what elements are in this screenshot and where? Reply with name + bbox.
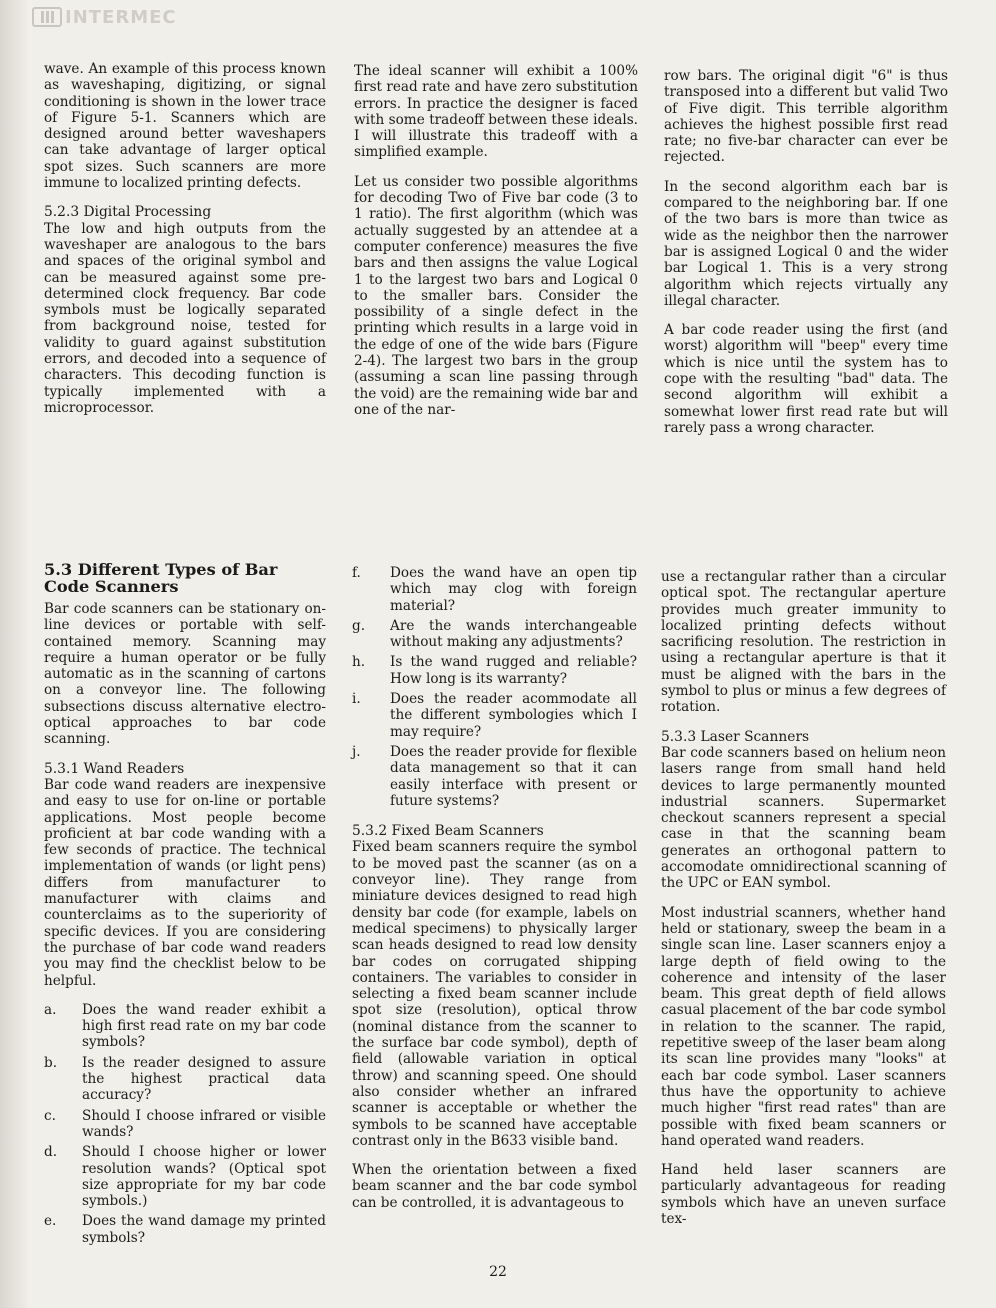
list-text: Does the reader acommodate all the different symbologies which I may require? <box>390 691 637 740</box>
paragraph-scanner-types: Bar code scanners can be stationary on-line devices or portable with self-contained memory. Scanning may require a human operator or be fully automatic as in the scanning of cartons on a conveyor line. The following subsections discuss alternative electro-optical approaches to bar code scanning. <box>44 601 326 748</box>
checklist-a-e <box>44 1002 326 1246</box>
list-letter: d. <box>44 1144 58 1161</box>
column-1-top <box>44 61 326 429</box>
column-2-bottom <box>352 565 637 1224</box>
list-item <box>44 1055 326 1104</box>
page-number: 22 <box>489 1264 507 1280</box>
paragraph-hand-held-laser: Hand held laser scanners are particularly advantageous for reading symbols which have an uneven surface tex- <box>661 1162 946 1227</box>
paragraph-rectangular-aperture: use a rectangular rather than a circular optical spot. The rectangular aperture provides much greater immunity to localized printing defects without sacrificing resolution. The restriction in using a rectangular aperture is that it must be aligned with the bars in the symbol to plus or minus a few degrees of rotation. <box>661 569 946 716</box>
list-text: Should I choose infrared or visible wands? <box>82 1107 326 1140</box>
list-text: Does the wand reader exhibit a high first read rate on my bar code symbols? <box>82 1001 326 1051</box>
list-letter: b. <box>44 1054 58 1071</box>
heading-5-2-3: 5.2.3 Digital Processing <box>44 204 212 221</box>
list-letter: g. <box>352 617 366 634</box>
paragraph-terrible-algorithm: row bars. The original digit "6" is thus transposed into a different but valid Two of Five digit. This terrible algorithm achieves the highest possible first read rate; no five-bar character can ever be rejected. <box>664 68 948 166</box>
paragraph-industrial-scanners: Most industrial scanners, whether hand held or stationary, sweep the beam in a single scan line. Laser scanners enjoy a large depth of field owing to the coherence and intensity of the laser beam. This great depth of field allows casual placement of the bar code symbol in relation to the scanner. The rapid, repetitive sweep of the laser beam along its scan line provides many "looks" at each bar code symbol. Laser scanners thus have the opportunity to achieve much higher "first read rates" than are possible with fixed beam scanners or hand operated wand readers. <box>661 904 946 1149</box>
intermec-logo-mark-icon <box>32 7 62 27</box>
list-letter: h. <box>352 654 366 671</box>
list-text: Does the wand damage my printed symbols? <box>82 1213 326 1246</box>
list-item <box>352 618 637 651</box>
list-item <box>352 744 637 809</box>
list-letter: j. <box>352 743 361 760</box>
list-text: Is the wand rugged and reliable? How long is its warranty? <box>390 654 637 687</box>
list-letter: c. <box>44 1107 56 1124</box>
page-gutter-shadow <box>0 0 30 1308</box>
list-text: Is the reader designed to assure the highest practical data accuracy? <box>82 1054 326 1104</box>
paragraph-waveshaping: wave. An example of this process known as waveshaping, digitizing, or signal conditioning is shown in the lower trace of Figure 5-1. Scanners which are designed around better waveshapers can take advantage of larger optical spot sizes. Such scanners are more immune to localized printing defects. <box>44 61 326 192</box>
list-item <box>44 1108 326 1141</box>
heading-5-3: 5.3 Different Types of Bar Code Scanners <box>44 560 278 596</box>
list-item <box>44 1144 326 1209</box>
paragraph-digital-processing: The low and high outputs from the waveshaper are analogous to the bars and spaces of the original symbol and can be measured against some pre-determined clock frequency. Bar code symbols must be logically separated from background noise, tested for validity to guard against substitution errors, and decoded into a sequence of characters. This decoding function is typically implemented with a microprocessor. <box>44 220 326 416</box>
column-1-bottom <box>44 561 326 1250</box>
paragraph-second-algorithm: In the second algorithm each bar is compared to the neighboring bar. If one of the two bars is more than twice as wide as the neighbor then the narrower bar is assigned Logical 0 and the wider bar Logical 1. This is a very strong algorithm which rejects virtually any illegal character. <box>664 178 948 309</box>
list-letter: e. <box>44 1213 57 1230</box>
paragraph-laser-scanners: Bar code scanners based on helium neon lasers range from small hand held devices to large permanently mounted industrial scanners. Supermarket checkout scanners represent a special case in that the scanning beam generates an orthogonal pattern to accomodate omnidirectional scanning of the UPC or EAN symbol. <box>661 744 946 892</box>
heading-5-3-2: 5.3.2 Fixed Beam Scanners <box>352 823 544 840</box>
list-item <box>44 1213 326 1246</box>
paragraph-wand-readers: Bar code wand readers are inexpensive and easy to use for on-line or portable applications. Most people become proficient at bar code wanding with a few seconds of practice. The technical implementation of wands (or light pens) differs from manufacturer to manufacturer with claims and counterclaims as to the superiority of specific devices. If you are considering the purchase of bar code wand readers you may find the checklist below to be helpful. <box>44 776 326 989</box>
heading-5-3-1: 5.3.1 Wand Readers <box>44 760 185 777</box>
column-3-top <box>664 68 948 449</box>
logo-text: INTERMEC <box>65 6 177 28</box>
list-text: Are the wands interchangeable without making any adjustments? <box>390 617 637 651</box>
list-text: Should I choose higher or lower resolution wands? (Optical spot size appropriate for my bar code symbols.) <box>82 1144 326 1210</box>
list-text: Does the reader provide for flexible data management so that it can easily interface with present or future systems? <box>390 743 637 809</box>
intermec-logo <box>32 6 177 28</box>
paragraph-orientation: When the orientation between a fixed beam scanner and the bar code symbol can be controlled, it is advantageous to <box>352 1162 637 1211</box>
list-letter: i. <box>352 691 361 708</box>
column-2-top <box>354 63 638 431</box>
list-item <box>44 1002 326 1051</box>
list-item <box>352 654 637 687</box>
paragraph-beep: A bar code reader using the first (and worst) algorithm will "beep" every time which is nice until the system has to cope with the resulting "bad" data. The second algorithm will exhibit a somewhat lower first read rate but will rarely pass a wrong character. <box>664 322 948 436</box>
paragraph-two-algorithms: Let us consider two possible algorithms for decoding Two of Five bar code (3 to 1 ratio). The first algorithm (which was actually suggested by an attendee at a computer conference) measures the five bars and then assigns the value Logical 1 to the largest two bars and Logical 0 to the smaller bars. Consider the possibility of a single defect in the printing which results in a large void in the edge of one of the wide bars (Figure 2-4). The largest two bars in the group (assuming a scan line passing through the void) are the remaining wide bar and one of the nar- <box>354 173 638 418</box>
checklist-f-j <box>352 565 637 809</box>
list-letter: f. <box>352 565 361 581</box>
list-letter: a. <box>44 1001 57 1018</box>
list-item <box>352 565 637 614</box>
list-item <box>352 691 637 740</box>
column-3-bottom <box>661 569 946 1240</box>
paragraph-ideal-scanner: The ideal scanner will exhibit a 100% first read rate and have zero substitution errors. In practice the designer is faced with some tradeoff between these ideals. I will illustrate this tradeoff with a simplified example. <box>354 63 638 161</box>
list-text: Does the wand have an open tip which may clog with foreign material? <box>390 565 637 614</box>
heading-5-3-3: 5.3.3 Laser Scanners <box>661 728 810 745</box>
paragraph-fixed-beam: Fixed beam scanners require the symbol to be moved past the scanner (as on a conveyor line). They range from miniature devices designed to read high density bar code (for example, labels on medical specimens) to physically larger scan heads designed to read low density bar codes on corrugated shipping containers. The variables to consider in selecting a fixed beam scanner include spot size (resolution), optical throw (nominal distance from the scanner to the surface bar code symbol), depth of field (allowable variation in optical throw) and scanning speed. One should also consider whether an infrared scanner is acceptable or whether the symbols to be scanned have acceptable contrast only in the B633 visible band. <box>352 839 637 1149</box>
